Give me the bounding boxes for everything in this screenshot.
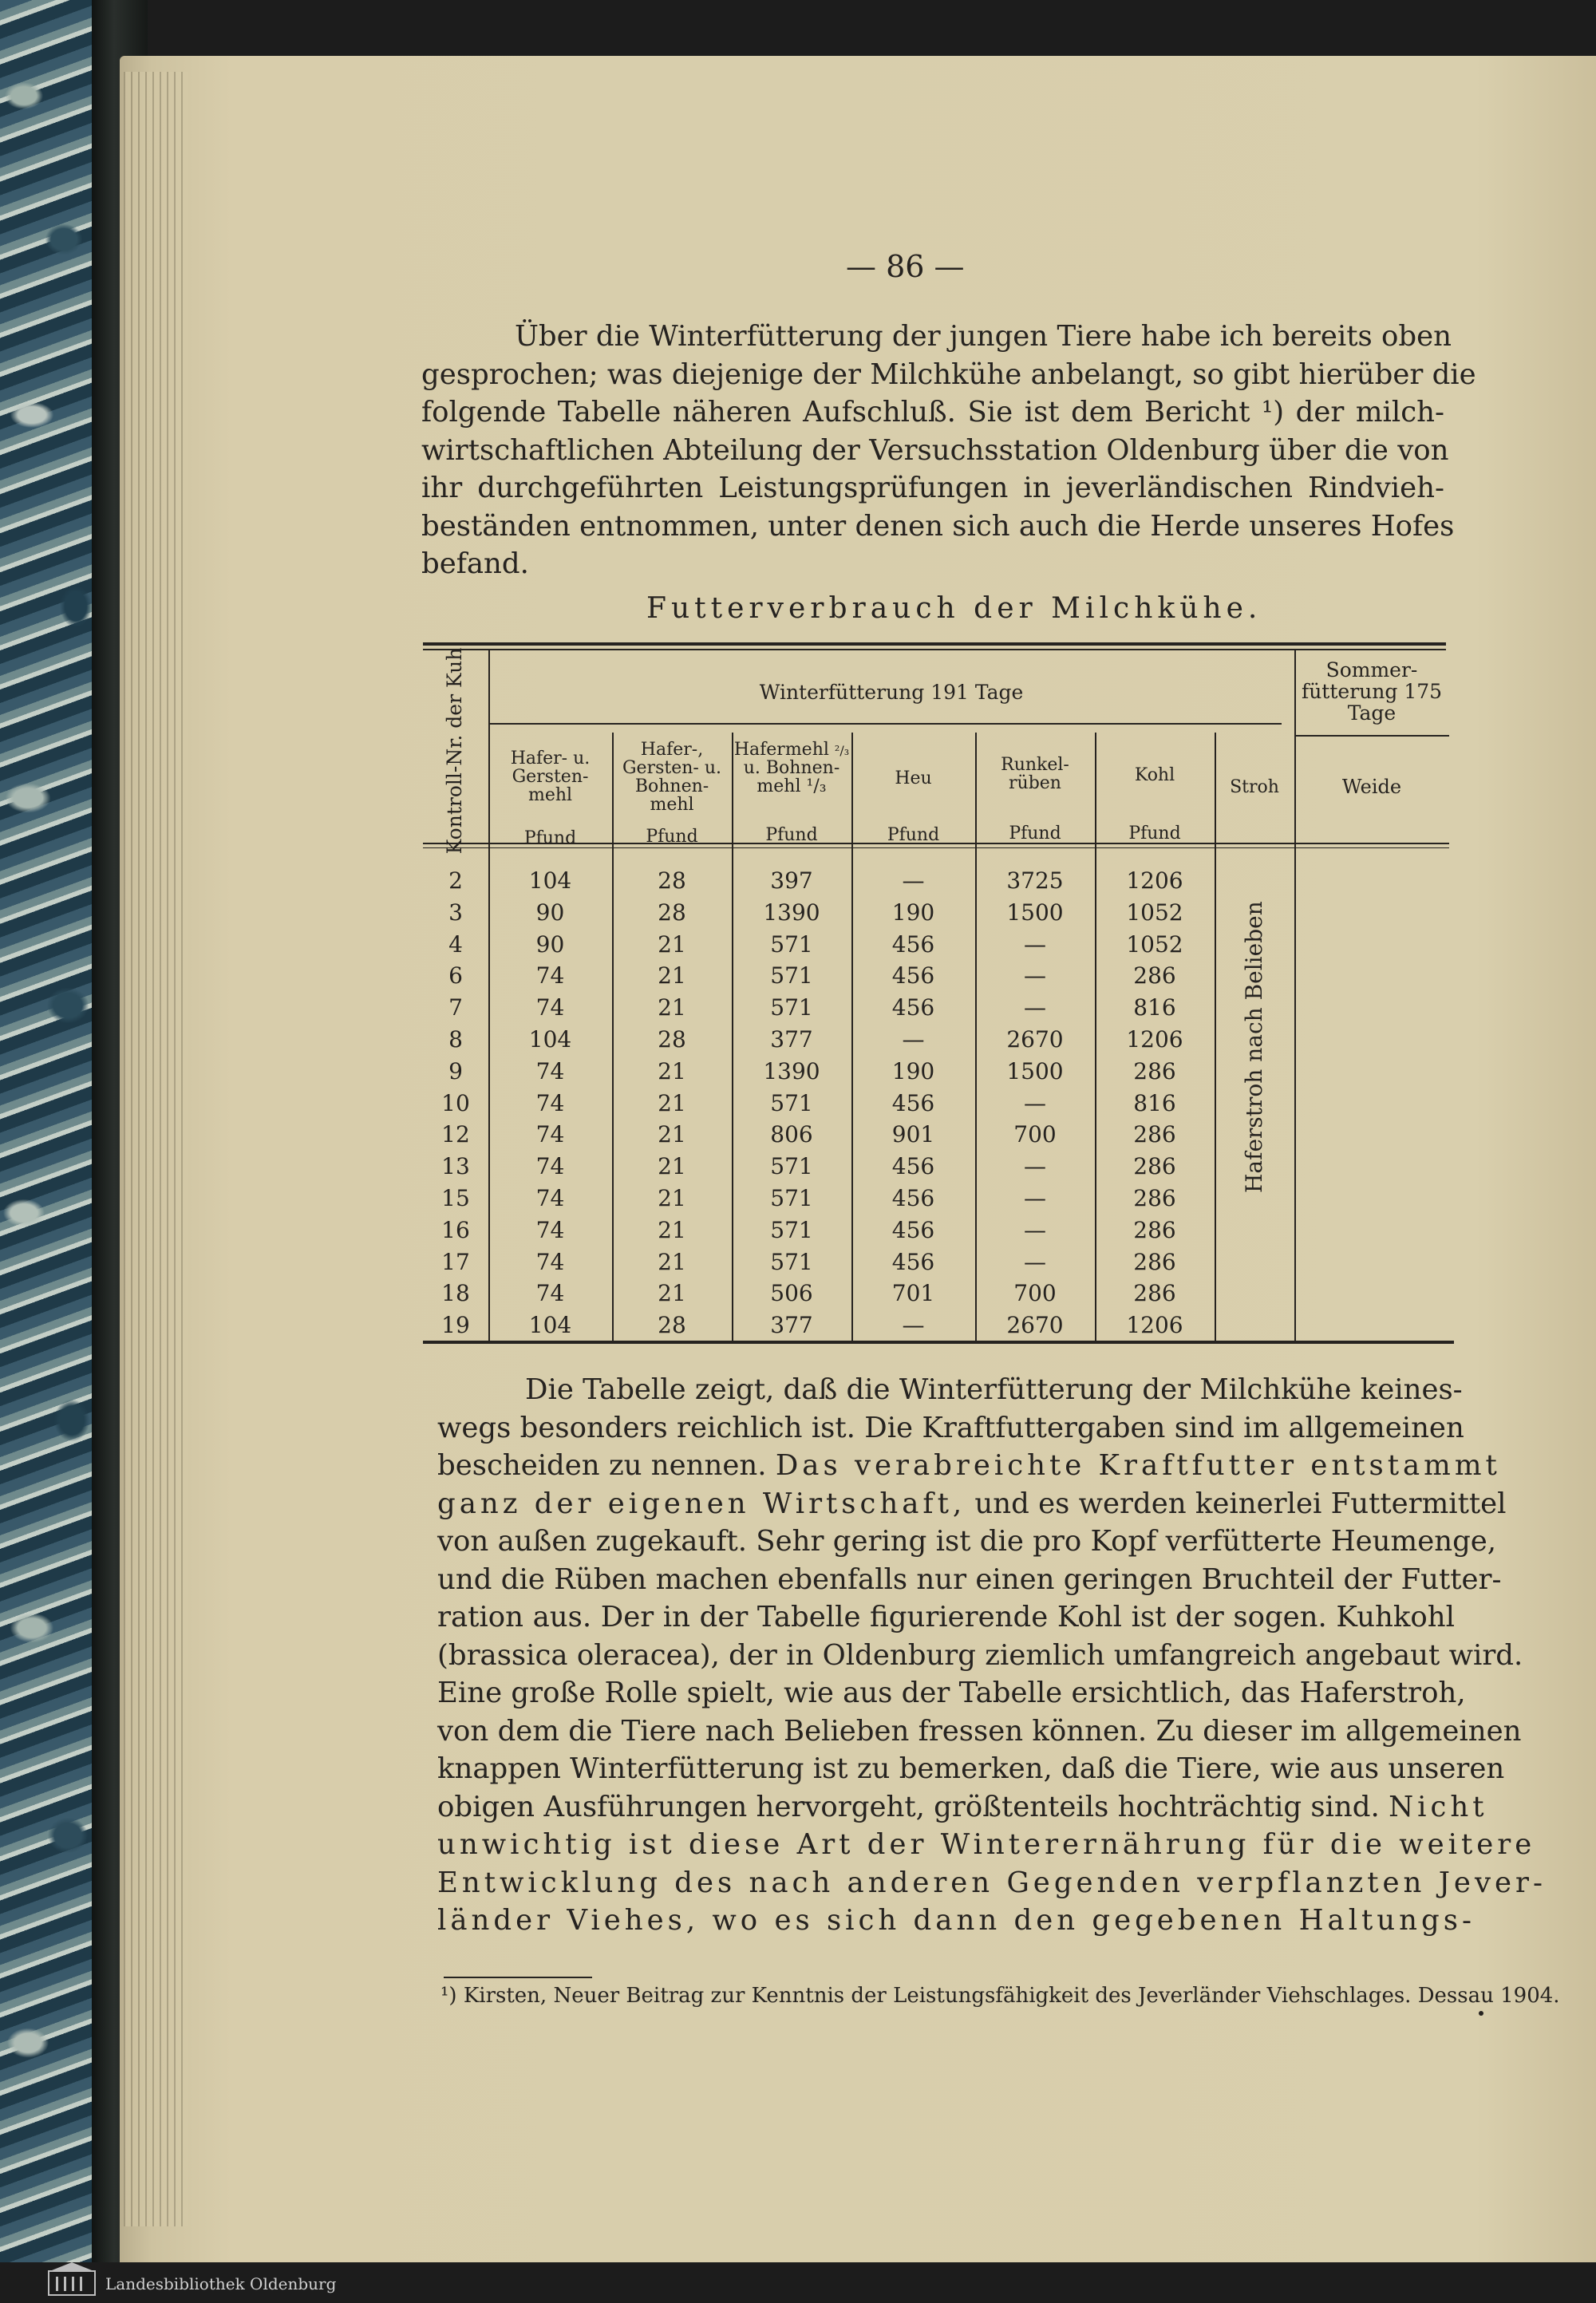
table-cell: 806 <box>770 1121 813 1148</box>
cow-number-cell: 6 <box>448 962 463 990</box>
table-cell: 74 <box>535 962 565 990</box>
table-cell: 397 <box>770 867 813 894</box>
unit-label: Pfund <box>1128 824 1181 843</box>
body-text: obigen Ausführungen hervorgeht, größtenteils hochträchtig sind. <box>437 1790 1389 1823</box>
body-line <box>437 1598 1455 1637</box>
footnote <box>440 1982 1560 2010</box>
table-cell: 456 <box>891 1216 935 1243</box>
table-cell: 28 <box>658 1312 686 1339</box>
body-line <box>437 1371 1463 1409</box>
cow-number-cell: 15 <box>441 1185 470 1211</box>
spaced-text: ganz der eigenen Wirtschaft, <box>437 1487 966 1520</box>
table-cell: 286 <box>1133 1057 1176 1084</box>
cow-number-cell: 16 <box>441 1216 470 1243</box>
cow-number-cell: 10 <box>441 1089 470 1116</box>
unit-label: Pfund <box>765 825 818 845</box>
table-cell: 571 <box>770 1216 813 1243</box>
col-header-weide: Weide <box>1341 776 1402 798</box>
table-cell: 74 <box>535 1153 565 1180</box>
summer-header-line: Sommer- <box>1325 658 1418 681</box>
intro-line: beständen entnommen, unter denen sich auch die Herde unseres Hofes <box>421 509 1455 543</box>
table-cell: 377 <box>770 1312 813 1339</box>
col-header-hafer-gersten: Hafer- u. Gersten- mehl <box>510 749 591 805</box>
table-cell: — <box>902 867 925 894</box>
table-top-rule-thin <box>423 649 1446 650</box>
col-header-hafermehl-bohnen: Hafermehl ²/₃ u. Bohnen- mehl ¹/₃ <box>733 740 850 796</box>
table-cell: 28 <box>658 867 686 894</box>
table-cell: 456 <box>891 1248 935 1275</box>
table-cell: 286 <box>1133 1216 1176 1243</box>
table-cell: 21 <box>658 1280 686 1307</box>
table-cell: — <box>1024 1153 1046 1180</box>
col-header-kohl: Kohl <box>1134 765 1175 785</box>
stray-dot <box>1479 2011 1483 2016</box>
table-cell: — <box>1024 1185 1046 1211</box>
table-title: Futterverbrauch der Milchkühe. <box>646 592 1262 625</box>
table-cell: 571 <box>770 994 813 1021</box>
unit-label: Pfund <box>523 828 577 848</box>
body-line <box>437 1788 1488 1827</box>
body-line <box>437 1864 1547 1902</box>
cow-number-cell: 4 <box>448 930 463 958</box>
table-cell: 28 <box>658 899 686 926</box>
cow-number-cell: 2 <box>448 867 463 894</box>
table-cell: 286 <box>1133 1248 1176 1275</box>
spaced-text: unwichtig ist diese Art der Winterernährung für die weitere <box>437 1828 1536 1861</box>
table-cell: 571 <box>770 930 813 958</box>
body-text: knappen Winterfütterung ist zu bemerken, daß die Tiere, wie aus unseren <box>437 1752 1505 1785</box>
body-line <box>437 1826 1536 1864</box>
table-cell: 700 <box>1013 1121 1057 1148</box>
table-cell: — <box>1024 962 1046 990</box>
table-cell: 1206 <box>1126 1312 1183 1339</box>
winter-group-rule <box>488 723 1282 725</box>
table-cell: 816 <box>1133 1089 1176 1116</box>
footnote-line: Viehschlages. Dessau 1904. <box>1266 1984 1560 2008</box>
table-cell: — <box>1024 1248 1046 1275</box>
table-cell: 21 <box>658 962 686 990</box>
table-cell: — <box>902 1312 925 1339</box>
table-cell: 104 <box>528 1312 572 1339</box>
table-cell: 286 <box>1133 1185 1176 1211</box>
body-text: ration aus. Der in der Tabelle figurierende Kohl ist der sogen. Kuhkohl <box>437 1601 1455 1633</box>
table-cell: 90 <box>535 899 565 926</box>
table-cell: 286 <box>1133 1280 1176 1307</box>
table-cell: 1206 <box>1126 867 1183 894</box>
table-cell: — <box>1024 1089 1046 1116</box>
col-header-runkelrueben: Runkel- rüben <box>1001 755 1069 793</box>
table-cell: 571 <box>770 1248 813 1275</box>
table-cell: 104 <box>528 1026 572 1053</box>
library-name: Landesbibliothek Oldenburg <box>105 2274 337 2293</box>
table-cell: — <box>1024 930 1046 958</box>
cow-number-cell: 12 <box>441 1121 470 1148</box>
table-cell: 74 <box>535 1057 565 1084</box>
stroh-note: Haferstroh nach Belieben <box>1241 901 1267 1193</box>
table-cell: 21 <box>658 994 686 1021</box>
body-text: bescheiden zu nennen. <box>437 1449 776 1482</box>
body-text: Die Tabelle zeigt, daß die Winterfütterung der Milchkühe keines- <box>525 1373 1463 1406</box>
page-edges <box>124 72 188 2226</box>
table-cell: 74 <box>535 1248 565 1275</box>
table-cell: 1052 <box>1126 899 1183 926</box>
footnote-line: ¹) Kirsten, Neuer Beitrag zur Kenntnis der Leistungsfähigkeit des Jeverländer <box>440 1984 1261 2008</box>
table-cell: 74 <box>535 1216 565 1243</box>
table-cell: 74 <box>535 1121 565 1148</box>
table-cell: 74 <box>535 1089 565 1116</box>
table-cell: 21 <box>658 1248 686 1275</box>
spaced-text: Entwicklung des nach anderen Gegenden verpflanzten Jever- <box>437 1866 1547 1899</box>
table-cell: 456 <box>891 1089 935 1116</box>
library-building-icon <box>48 2270 96 2296</box>
table-cell: 456 <box>891 962 935 990</box>
col-header-stroh: Stroh <box>1230 777 1279 797</box>
col-divider <box>1294 650 1296 1341</box>
table-cell: 571 <box>770 1089 813 1116</box>
body-line <box>437 1750 1505 1788</box>
cow-number-cell: 19 <box>441 1312 470 1339</box>
table-cell: — <box>1024 1216 1046 1243</box>
body-text: Eine große Rolle spielt, wie aus der Tabelle ersichtlich, das Haferstroh, <box>437 1677 1466 1709</box>
page-number: — 86 — <box>846 249 965 284</box>
table-bottom-rule <box>423 1341 1454 1344</box>
intro-line: befand. <box>421 547 529 580</box>
table-cell: 816 <box>1133 994 1176 1021</box>
intro-paragraph <box>421 318 1476 583</box>
table-cell: 701 <box>891 1280 935 1307</box>
table-cell: 1052 <box>1126 930 1183 958</box>
table-cell: 571 <box>770 962 813 990</box>
body-text: und die Rüben machen ebenfalls nur einen geringen Bruchteil der Futter- <box>437 1562 1502 1596</box>
unit-label: Pfund <box>646 827 698 847</box>
table-cell: 1390 <box>763 899 820 926</box>
intro-line: folgende Tabelle näheren Aufschluß. Sie ist dem Bericht ¹) der milch- <box>421 396 1444 429</box>
table-cell: 190 <box>891 1057 935 1084</box>
row-header: Kontroll-Nr. der Kuh <box>443 647 466 855</box>
body-line <box>437 1523 1497 1561</box>
table-top-rule <box>423 642 1446 646</box>
table-cell: 21 <box>658 1153 686 1180</box>
body-text: von außen zugekauft. Sehr gering ist die pro Kopf verfütterte Heumenge, <box>437 1525 1497 1558</box>
cow-number-cell: 9 <box>448 1057 463 1084</box>
table-cell: 190 <box>891 899 935 926</box>
table-cell: 28 <box>658 1026 686 1053</box>
table-cell: 571 <box>770 1153 813 1180</box>
spaced-text: länder Viehes, wo es sich dann den gegebenen Haltungs- <box>437 1904 1476 1937</box>
table-cell: — <box>902 1026 925 1053</box>
cow-number-cell: 8 <box>448 1026 463 1053</box>
cow-number-cell: 18 <box>441 1280 470 1307</box>
col-divider <box>1215 733 1216 1341</box>
table-cell: 286 <box>1133 1153 1176 1180</box>
body-text: von dem die Tiere nach Belieben fressen können. Zu dieser im allgemeinen <box>437 1714 1522 1748</box>
cow-number-cell: 13 <box>441 1153 470 1180</box>
body-text: wegs besonders reichlich ist. Die Kraftfuttergaben sind im allgemeinen <box>437 1411 1464 1444</box>
table-cell: 2670 <box>1006 1026 1064 1053</box>
winter-group-header: Winterfütterung 191 Tage <box>759 681 1024 704</box>
table-cell: 456 <box>891 1153 935 1180</box>
table-cell: 21 <box>658 1121 686 1148</box>
unit-label: Pfund <box>1009 824 1061 843</box>
intro-line: wirtschaftlichen Abteilung der Versuchsstation Oldenburg über die von <box>421 433 1449 467</box>
spaced-text: Das verabreichte Kraftfutter entstammt <box>775 1449 1501 1482</box>
table-cell: 286 <box>1133 1121 1176 1148</box>
table-cell: 901 <box>891 1121 935 1148</box>
col-header-heu: Heu <box>895 768 932 788</box>
body-line <box>437 1409 1464 1448</box>
table-cell: 571 <box>770 1185 813 1211</box>
table-cell: 21 <box>658 1089 686 1116</box>
table-cell: 74 <box>535 1185 565 1211</box>
summer-header-line: 175 Tage <box>1347 680 1443 725</box>
table-cell: — <box>1024 994 1046 1021</box>
table-cell: 104 <box>528 867 572 894</box>
intro-line: ihr durchgeführten Leistungsprüfungen in jeverländischen Rindvieh- <box>421 472 1444 504</box>
table-cell: 700 <box>1013 1280 1057 1307</box>
table-cell: 456 <box>891 994 935 1021</box>
table-cell: 21 <box>658 1185 686 1211</box>
intro-line: gesprochen; was diejenige der Milchkühe anbelangt, so gibt hierüber die <box>421 357 1476 391</box>
table-cell: 456 <box>891 1185 935 1211</box>
body-line <box>437 1902 1476 1940</box>
table-cell: 286 <box>1133 962 1176 990</box>
intro-line: Über die Winterfütterung der jungen Tiere habe ich bereits oben <box>515 320 1452 353</box>
table-cell: 3725 <box>1006 867 1064 894</box>
table-cell: 21 <box>658 1057 686 1084</box>
cow-number-cell: 3 <box>448 899 463 926</box>
table-cell: 1500 <box>1006 1057 1064 1084</box>
table-cell: 506 <box>770 1280 813 1307</box>
table-cell: 456 <box>891 930 935 958</box>
body-line <box>437 1485 1507 1523</box>
body-paragraph <box>437 1371 1547 1940</box>
footnote-rule <box>444 1977 592 1978</box>
table-cell: 1206 <box>1126 1026 1183 1053</box>
table-cell: 74 <box>535 1280 565 1307</box>
summer-header-line: fütterung <box>1301 680 1398 703</box>
table-cell: 90 <box>535 930 565 958</box>
summer-group-header <box>1294 659 1449 724</box>
body-text: und es werden keinerlei Futtermittel <box>966 1487 1507 1520</box>
body-line <box>437 1712 1522 1751</box>
body-line <box>437 1447 1501 1485</box>
table-cell: 1390 <box>763 1057 820 1084</box>
summer-group-rule <box>1294 735 1449 737</box>
table-cell: 74 <box>535 994 565 1021</box>
table-cell: 21 <box>658 1216 686 1243</box>
body-line <box>437 1637 1523 1675</box>
cow-number-cell: 17 <box>441 1248 470 1275</box>
unit-label: Pfund <box>887 825 940 845</box>
table-cell: 1500 <box>1006 899 1064 926</box>
col-header-hafer-gersten-bohnen: Hafer-, Gersten- u. Bohnen- mehl <box>622 740 722 815</box>
body-line <box>437 1674 1466 1712</box>
spaced-text: Nicht <box>1389 1790 1488 1823</box>
cow-number-cell: 7 <box>448 994 463 1021</box>
table-cell: 2670 <box>1006 1312 1064 1339</box>
table-cell: 377 <box>770 1026 813 1053</box>
body-text: (brassica oleracea), der in Oldenburg ziemlich umfangreich angebaut wird. <box>437 1638 1523 1672</box>
table-cell: 21 <box>658 930 686 958</box>
body-line <box>437 1561 1502 1599</box>
